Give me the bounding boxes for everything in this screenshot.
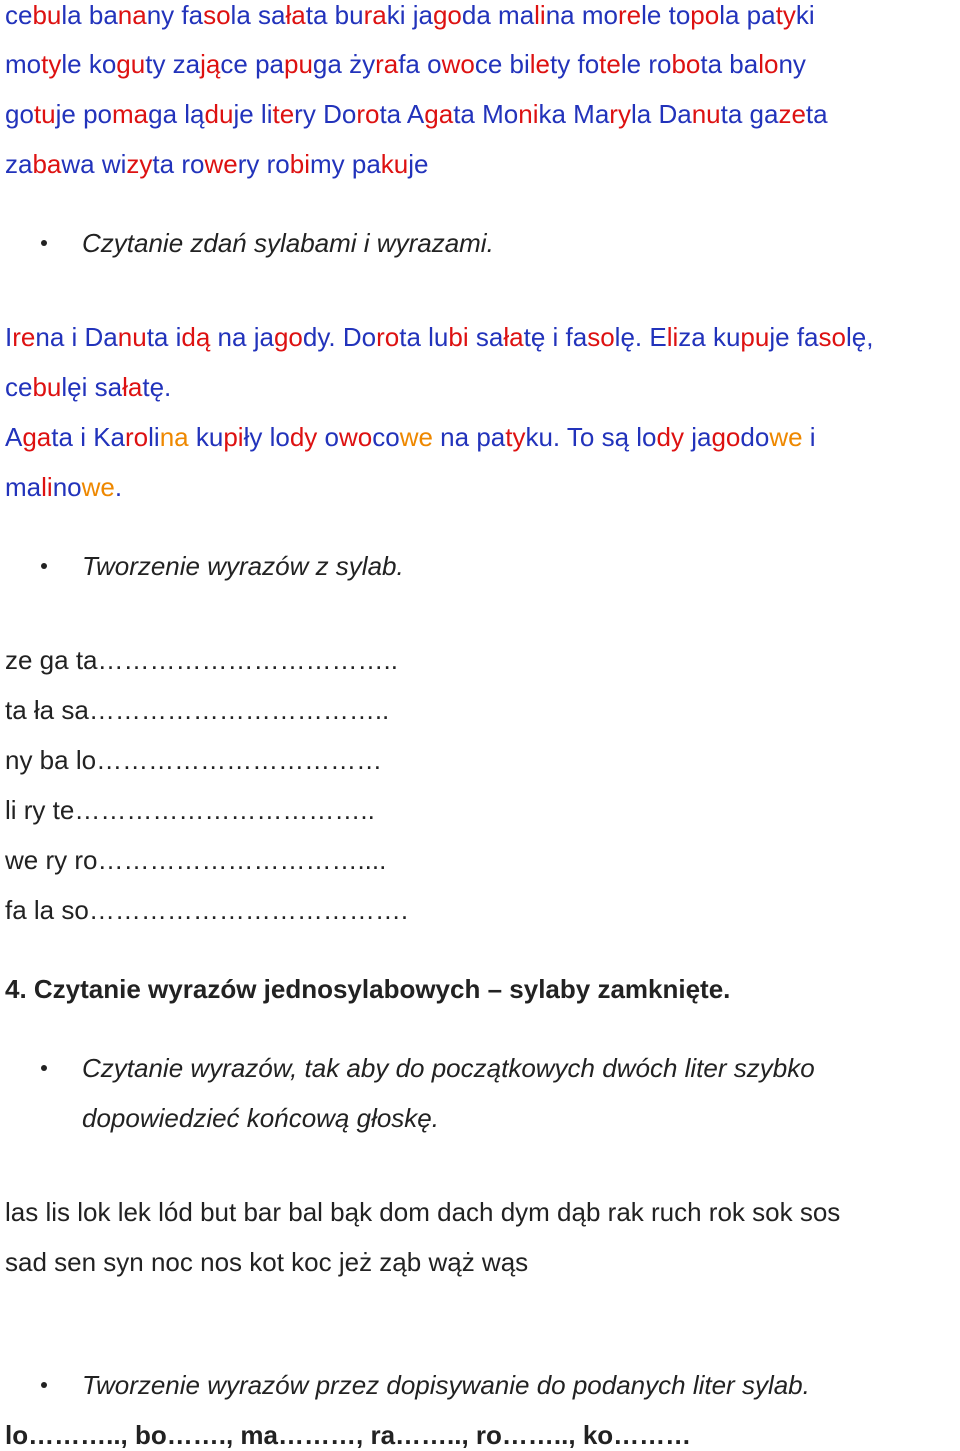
word-line-2 (5, 49, 806, 79)
syllable: na (440, 422, 477, 452)
syllable: ba (729, 49, 759, 79)
sentence-line-4 (5, 472, 122, 502)
syllable: le (61, 49, 89, 79)
syllable: na (35, 322, 72, 352)
syllable: i (81, 372, 95, 402)
syllable: do (740, 422, 770, 452)
syllable: go (273, 322, 303, 352)
syllable: za (172, 49, 201, 79)
syllable: bi (509, 49, 530, 79)
word-line-4 (5, 149, 429, 179)
syllable: so (203, 0, 231, 30)
syllable: li (260, 99, 273, 129)
syllable: Da (84, 322, 118, 352)
syllable: ro (648, 49, 672, 79)
syllable: na (217, 322, 254, 352)
syllable: i (175, 322, 182, 352)
syllable-completion-task: lo……….., bo……., ma………, ra…….., ro…….., ko……… (5, 1420, 692, 1450)
syllable: ga (312, 49, 350, 79)
syllable: ma (5, 472, 42, 502)
syllable: te (599, 49, 621, 79)
syllable: te (272, 99, 295, 129)
syllable: fo (577, 49, 600, 79)
syllable: le (641, 0, 669, 30)
syllable: ta (152, 149, 182, 179)
syllable: są (601, 422, 637, 452)
syllable: ły (243, 422, 270, 452)
syllable: ja (412, 0, 433, 30)
syllable: Do (342, 322, 377, 352)
syllable: ro (125, 422, 149, 452)
syllable: Ma (573, 99, 610, 129)
monosyllabic-words-line-1: las lis lok lek lód but bar bal bąk dom dach dym dąb rak ruch rok sok sos (5, 1197, 841, 1227)
syllable: lo (269, 422, 290, 452)
syllable: sa (94, 372, 123, 402)
syllable: ła (122, 372, 143, 402)
syllable: ty (505, 422, 526, 452)
syllable: Ka (93, 422, 125, 452)
syllable: ra (363, 0, 387, 30)
syllable: ce (5, 372, 33, 402)
bullet-text: Tworzenie wyrazów z sylab. (82, 551, 404, 581)
syllable: ją (200, 49, 221, 79)
monosyllabic-words-line-2: sad sen syn noc nos kot koc jeż ząb wąż wąs (5, 1247, 529, 1277)
syllable: za (678, 322, 713, 352)
syllable: pu (284, 49, 313, 79)
syllable: li (534, 0, 546, 30)
syllable: Mo (482, 99, 519, 129)
syllable: ła (503, 322, 524, 352)
syllable: ta (805, 99, 828, 129)
syllable: i (71, 322, 85, 352)
syllable: pa (351, 149, 381, 179)
syllable-task: ny ba lo…………………………… (5, 745, 383, 775)
syllable: ga (22, 422, 52, 452)
syllable: ny (146, 0, 182, 30)
syllable: ta (700, 49, 730, 79)
syllable: nu (117, 322, 147, 352)
syllable: ro (266, 149, 290, 179)
syllable: tę (523, 322, 553, 352)
syllable: sa (475, 322, 504, 352)
syllable: la (719, 0, 747, 30)
syllable: za (5, 149, 33, 179)
syllable: dy (289, 422, 325, 452)
syllable: mo (581, 0, 618, 30)
syllable: li (148, 422, 160, 452)
syllable: ku (380, 149, 409, 179)
syllable: ta (379, 99, 407, 129)
syllable: fa (398, 49, 428, 79)
syllable: gu (116, 49, 146, 79)
sentence-line-1 (5, 322, 873, 352)
syllable: ki (386, 0, 413, 30)
syllable: pa (255, 49, 284, 79)
syllable: ze (778, 99, 806, 129)
syllable: ra (375, 49, 399, 79)
syllable: tu (33, 99, 56, 129)
syllable: i (552, 322, 566, 352)
syllable: ty (145, 49, 173, 79)
syllable: ki (795, 0, 815, 30)
syllable: ty (550, 49, 578, 79)
syllable: co (372, 422, 400, 452)
syllable: lą (184, 99, 205, 129)
syllable: ty (775, 0, 796, 30)
syllable: so (587, 322, 615, 352)
syllable: lę (61, 372, 82, 402)
syllable: lę. (614, 322, 650, 352)
syllable: ga (424, 99, 454, 129)
syllable: du (204, 99, 234, 129)
syllable: i (809, 422, 816, 452)
syllable: ka (538, 99, 574, 129)
syllable: lo (758, 49, 779, 79)
word-line-3 (5, 99, 828, 129)
syllable: I (5, 322, 13, 352)
bullet-dot-icon (41, 1065, 47, 1071)
syllable: zy (126, 149, 153, 179)
syllable: dy (656, 422, 692, 452)
syllable: bu (32, 0, 62, 30)
syllable: bi (289, 149, 310, 179)
sentence-line-3 (5, 422, 816, 452)
syllable: le (529, 49, 551, 79)
syllable: nu (691, 99, 721, 129)
syllable: fa (181, 0, 204, 30)
syllable: ja (253, 322, 274, 352)
syllable: dą (181, 322, 218, 352)
bullet-dot-icon (41, 1382, 47, 1388)
syllable: ja (691, 422, 712, 452)
syllable: ny (778, 49, 806, 79)
syllable: je (769, 322, 797, 352)
syllable: pu (740, 322, 770, 352)
syllable: ty (41, 49, 62, 79)
syllable: ba (32, 149, 62, 179)
syllable: ga (148, 99, 185, 129)
syllable: la (630, 99, 659, 129)
syllable: bu (32, 372, 62, 402)
syllable: ga (749, 99, 779, 129)
bullet-text: Tworzenie wyrazów przez dopisywanie do podanych liter sylab. (82, 1370, 810, 1400)
syllable: o (324, 422, 339, 452)
syllable: ba (88, 0, 118, 30)
syllable: la (61, 0, 89, 30)
syllable: po (83, 99, 112, 129)
syllable: wo (441, 49, 475, 79)
syllable: ce (5, 0, 33, 30)
syllable: ku. (525, 422, 567, 452)
syllable: re (618, 0, 642, 30)
word-line-1 (5, 0, 815, 30)
syllable: pa (746, 0, 776, 30)
syllable: tę. (142, 372, 172, 402)
syllable-task: we ry ro………………………….... (5, 845, 387, 875)
syllable: je (233, 99, 261, 129)
syllable: we (81, 472, 115, 502)
syllable: to (668, 0, 691, 30)
syllable: ko (88, 49, 117, 79)
syllable: go (432, 0, 462, 30)
syllable: na (117, 0, 147, 30)
sentence-line-2 (5, 372, 171, 402)
syllable: i (80, 422, 94, 452)
syllable: ry (294, 99, 324, 129)
bullet-text: dopowiedzieć końcową głoskę. (82, 1103, 439, 1133)
syllable: ta (146, 322, 176, 352)
syllable: po (690, 0, 720, 30)
syllable: Da (658, 99, 692, 129)
syllable: we (204, 149, 238, 179)
section-heading: 4. Czytanie wyrazów jednosylabowych – sylaby zamknięte. (5, 974, 731, 1004)
syllable: ce (220, 49, 256, 79)
syllable: lu (428, 322, 449, 352)
syllable: bu (334, 0, 364, 30)
syllable: ry (237, 149, 267, 179)
syllable: ku (712, 322, 741, 352)
syllable: lo (636, 422, 657, 452)
syllable: E (649, 322, 667, 352)
syllable: Do (323, 99, 357, 129)
syllable: ta (720, 99, 750, 129)
syllable-task: ze ga ta…………………………….. (5, 645, 398, 675)
syllable: ro (356, 99, 380, 129)
bullet-text: Czytanie zdań sylabami i wyrazami. (82, 228, 494, 258)
syllable: ta (453, 99, 483, 129)
syllable: go (711, 422, 741, 452)
syllable: ma (498, 0, 535, 30)
syllable: we (769, 422, 810, 452)
syllable: re (12, 322, 36, 352)
syllable: pa (476, 422, 506, 452)
syllable: ła (285, 0, 306, 30)
syllable: ta (399, 322, 429, 352)
syllable: ta (51, 422, 81, 452)
syllable: wo (338, 422, 373, 452)
syllable: ry (609, 99, 631, 129)
syllable: ma (112, 99, 149, 129)
syllable: ro (376, 322, 400, 352)
syllable: ro (181, 149, 205, 179)
syllable: we (399, 422, 441, 452)
syllable: ni (518, 99, 539, 129)
syllable: mo (5, 49, 42, 79)
syllable: fa (796, 322, 819, 352)
syllable: so (818, 322, 846, 352)
syllable: la (230, 0, 259, 30)
syllable: ta (305, 0, 335, 30)
syllable: li (41, 472, 53, 502)
syllable: na (159, 422, 196, 452)
syllable: go (5, 99, 34, 129)
syllable-task: fa la so………………………………. (5, 895, 409, 925)
syllable: To (566, 422, 602, 452)
syllable: sa (258, 0, 286, 30)
syllable: ku (195, 422, 224, 452)
syllable: je (408, 149, 429, 179)
syllable: je (55, 99, 84, 129)
syllable: li (666, 322, 679, 352)
syllable: o (427, 49, 442, 79)
bullet-dot-icon (41, 563, 47, 569)
syllable: no (52, 472, 82, 502)
syllable: bo (671, 49, 701, 79)
syllable: le (620, 49, 649, 79)
syllable: da (461, 0, 499, 30)
syllable: ce (474, 49, 510, 79)
syllable: A (5, 422, 23, 452)
syllable: A (406, 99, 425, 129)
bullet-dot-icon (41, 240, 47, 246)
syllable-task: ta ła sa…………………………….. (5, 695, 390, 725)
syllable: na (545, 0, 582, 30)
syllable: wi (101, 149, 127, 179)
syllable: wa (61, 149, 102, 179)
syllable-task: li ry te…………………………….. (5, 795, 375, 825)
bullet-text: Czytanie wyrazów, tak aby do początkowych dwóch liter szybko (82, 1053, 815, 1083)
syllable: . (114, 472, 123, 502)
syllable: fa (565, 322, 588, 352)
syllable: lę, (845, 322, 874, 352)
syllable: bi (448, 322, 476, 352)
syllable: my (309, 149, 352, 179)
syllable: dy. (302, 322, 343, 352)
syllable: pi (223, 422, 244, 452)
syllable: ży (349, 49, 376, 79)
